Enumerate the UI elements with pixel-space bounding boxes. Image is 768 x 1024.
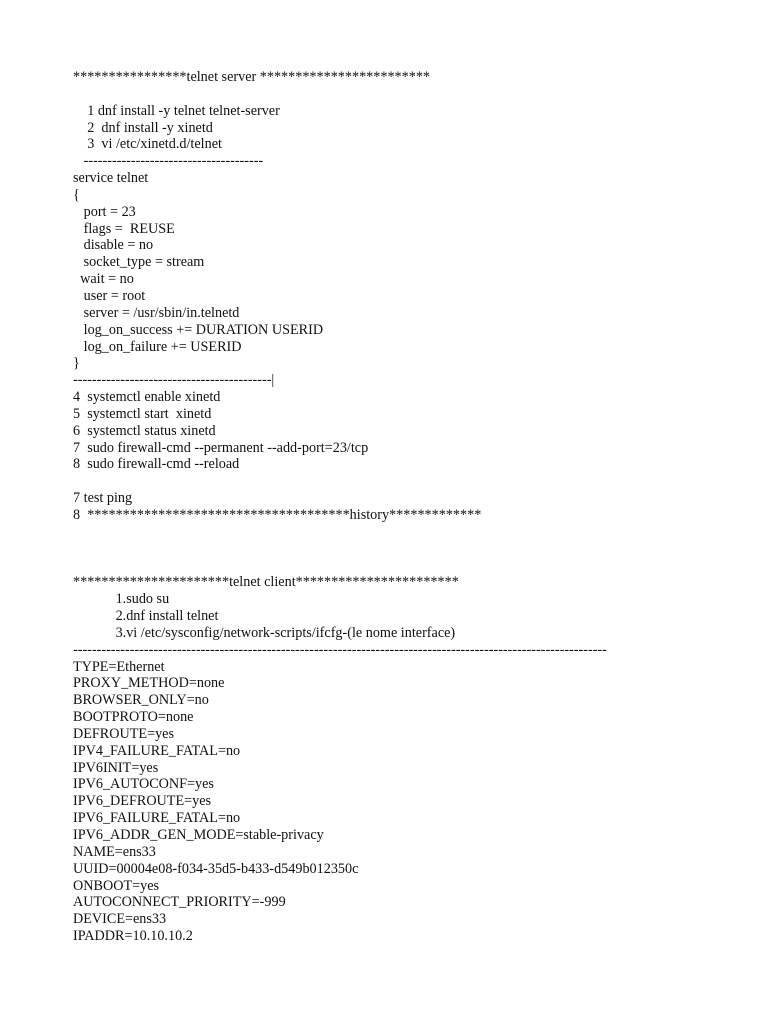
ifcfg-ipv6-autoconf: IPV6_AUTOCONF=yes [73, 776, 214, 793]
step-install-xinetd: 2 dnf install -y xinetd [73, 119, 213, 136]
config-service-name: service telnet [73, 170, 149, 187]
ifcfg-defroute: DEFROUTE=yes [73, 725, 175, 742]
blank-line [73, 86, 753, 103]
step-firewall-reload: 8 sudo firewall-cmd --reload [73, 456, 240, 473]
divider-line: -------------------------------------- [73, 153, 264, 170]
blank-line [73, 541, 753, 558]
ifcfg-ipv4-failure-fatal: IPV4_FAILURE_FATAL=no [73, 742, 241, 759]
step-status-xinetd: 6 systemctl status xinetd [73, 422, 216, 439]
blank-line [73, 557, 753, 574]
blank-line [73, 473, 753, 490]
document-body [73, 69, 753, 945]
config-socket-type: socket_type = stream [73, 254, 205, 271]
config-disable: disable = no [73, 237, 154, 254]
step-test-ping: 7 test ping [73, 490, 133, 507]
step-install-telnet: 1 dnf install -y telnet telnet-server [73, 102, 280, 119]
ifcfg-proxy-method: PROXY_METHOD=none [73, 675, 225, 692]
ifcfg-bootproto: BOOTPROTO=none [73, 709, 194, 726]
step-enable-xinetd: 4 systemctl enable xinetd [73, 389, 221, 406]
ifcfg-ipv6-addr-gen-mode: IPV6_ADDR_GEN_MODE=stable-privacy [73, 826, 324, 843]
divider-line: ----------------------------------------------------------------------------------------------------------------- [73, 641, 607, 658]
ifcfg-onboot: ONBOOT=yes [73, 877, 160, 894]
config-flags: flags = REUSE [73, 220, 175, 237]
blank-line [73, 524, 753, 541]
config-user: user = root [73, 287, 146, 304]
client-step-install-telnet: 2.dnf install telnet [73, 608, 219, 624]
ifcfg-ipv6init: IPV6INIT=yes [73, 759, 159, 776]
ifcfg-uuid: UUID=00004e08-f034-35d5-b433-d549b012350c [73, 860, 359, 877]
config-log-on-success: log_on_success += DURATION USERID [73, 321, 324, 338]
ifcfg-ipv6-failure-fatal: IPV6_FAILURE_FATAL=no [73, 810, 241, 827]
config-wait: wait = no [73, 271, 134, 288]
ifcfg-browser-only: BROWSER_ONLY=no [73, 692, 209, 709]
heading-history: 8 *************************************history************* [73, 506, 482, 523]
ifcfg-ipv6-defroute: IPV6_DEFROUTE=yes [73, 793, 212, 810]
config-brace-open: { [73, 186, 80, 203]
heading-telnet-client: **********************telnet client*********************** [73, 574, 459, 591]
heading-telnet-server: ****************telnet server ************************ [73, 69, 431, 85]
client-step-edit-ifcfg: 3.vi /etc/sysconfig/network-scripts/ifcfg-(le nome interface) [73, 624, 456, 641]
ifcfg-autoconnect-priority: AUTOCONNECT_PRIORITY=-999 [73, 894, 286, 911]
step-firewall-add-port: 7 sudo firewall-cmd --permanent --add-port=23/tcp [73, 439, 369, 456]
ifcfg-ipaddr: IPADDR=10.10.10.2 [73, 928, 193, 945]
step-edit-telnet-config: 3 vi /etc/xinetd.d/telnet [73, 136, 222, 153]
config-log-on-failure: log_on_failure += USERID [73, 338, 242, 355]
ifcfg-type: TYPE=Ethernet [73, 658, 165, 675]
ifcfg-name: NAME=ens33 [73, 843, 156, 860]
ifcfg-device: DEVICE=ens33 [73, 911, 167, 928]
step-start-xinetd: 5 systemctl start xinetd [73, 405, 212, 422]
config-brace-close: } [73, 355, 80, 372]
client-step-sudo-su: 1.sudo su [73, 591, 170, 608]
config-server: server = /usr/sbin/in.telnetd [73, 304, 240, 321]
config-port: port = 23 [73, 203, 136, 220]
divider-line: ------------------------------------------| [73, 372, 275, 389]
